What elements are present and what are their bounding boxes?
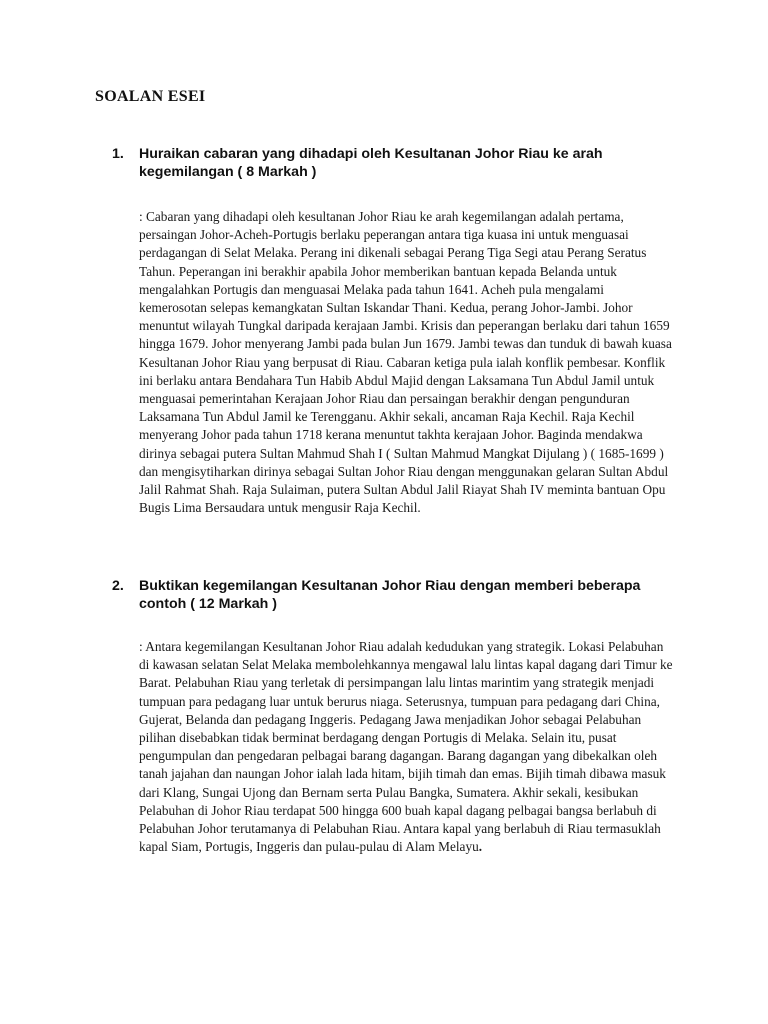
question-1-text: Huraikan cabaran yang dihadapi oleh Kesultanan Johor Riau ke arah kegemilangan ( 8 Markah ): [139, 146, 603, 180]
question-1-answer-text: : Cabaran yang dihadapi oleh kesultanan Johor Riau ke arah kegemilangan adalah pertama, persaingan Johor-Acheh-Portugis berlaku peperangan antara tiga kuasa ini untuk menguasai perdagangan di Selat Melaka. Perang ini dikenali sebagai Perang Tiga Segi atau Perang Seratus Tahun. Peperangan ini berakhir apabila Johor memberikan bantuan kepada Belanda untuk mengalahkan Portugis dan menguasai Melaka pada tahun 1641. Acheh pula mengalami kemerosotan selepas kemangkatan Sultan Iskandar Thani. Kedua, perang Johor-Jambi. Johor menuntut wilayah Tungkal daripada kerajaan Jambi. Krisis dan peperangan berlaku dari tahun 1659 hingga 1679. Johor menyerang Jambi pada bulan Jun 1679. Jambi tewas dan tunduk di bawah kuasa Kesultanan Johor Riau yang berpusat di Riau. Cabaran ketiga pula ialah konflik pembesar. Konflik ini berlaku antara Bendahara Tun Habib Abdul Majid dengan Laksamana Tun Abdul Jamil untuk menguasai pemerintahan Kerajaan Johor Riau dan persaingan berakhir dengan pengunduran Laksamana Tun Abdul Jamil ke Terengganu. Akhir sekali, ancaman Raja Kechil. Raja Kechil menyerang Johor pada tahun 1718 kerana menuntut takhta kerajaan Johor. Baginda mendakwa dirinya sebagai putera Sultan Mahmud Shah I ( Sultan Mahmud Mangkat Dijulang ) ( 1685-1699 ) dan mengisytiharkan dirinya sebagai Sultan Johor Riau dengan menggunakan gelaran Sultan Abdul Jalil Rahmat Shah. Raja Sulaiman, putera Sultan Abdul Jalil Riayat Shah IV meminta bantuan Opu Bugis Lima Bersaudara untuk mengusir Raja Kechil.: [139, 209, 672, 516]
question-2-heading: [112, 577, 672, 613]
question-1-answer: [139, 208, 675, 517]
question-2-answer: [139, 638, 675, 856]
document-title: SOALAN ESEI: [95, 88, 206, 105]
question-2-answer-end: .: [478, 839, 483, 855]
question-2-number: 2.: [112, 578, 124, 594]
question-1: [112, 145, 672, 517]
question-1-number: 1.: [112, 146, 124, 162]
question-2-text: Buktikan kegemilangan Kesultanan Johor Riau dengan memberi beberapa contoh ( 12 Markah ): [139, 578, 641, 612]
question-1-heading: [112, 145, 672, 181]
question-2-answer-text: : Antara kegemilangan Kesultanan Johor Riau adalah kedudukan yang strategik. Lokasi Pelabuhan di kawasan selatan Selat Melaka membolehkannya mengawal lalu lintas kapal dagang dari Timur ke Barat. Pelabuhan Riau yang terletak di persimpangan lalu lintas marintim yang strategik menjadi tumpuan para pedagang luar untuk berurus niaga. Seterusnya, tumpuan para pedagang dari China, Gujerat, Belanda dan pedagang Inggeris. Pedagang Jawa menjadikan Johor sebagai Pelabuhan pilihan disebabkan tidak berminat berdagang dengan Portugis di Melaka. Selain itu, pusat pengumpulan dan pengedaran pelbagai barang dagangan. Barang dagangan yang dibekalkan oleh tanah jajahan dan naungan Johor ialah lada hitam, bijih timah dan emas. Bijih timah dibawa masuk dari Klang, Sungai Ujong dan Bernam serta Pulau Bangka, Sumatera. Akhir sekali, kesibukan Pelabuhan di Johor Riau terdapat 500 hingga 600 buah kapal dagang pelbagai bangsa berlabuh di Pelabuhan Johor terutamanya di Pelabuhan Riau. Antara kapal yang berlabuh di Riau termasuklah kapal Siam, Portugis, Inggeris dan pulau-pulau di Alam Melayu: [139, 639, 673, 855]
question-2: [112, 577, 672, 856]
